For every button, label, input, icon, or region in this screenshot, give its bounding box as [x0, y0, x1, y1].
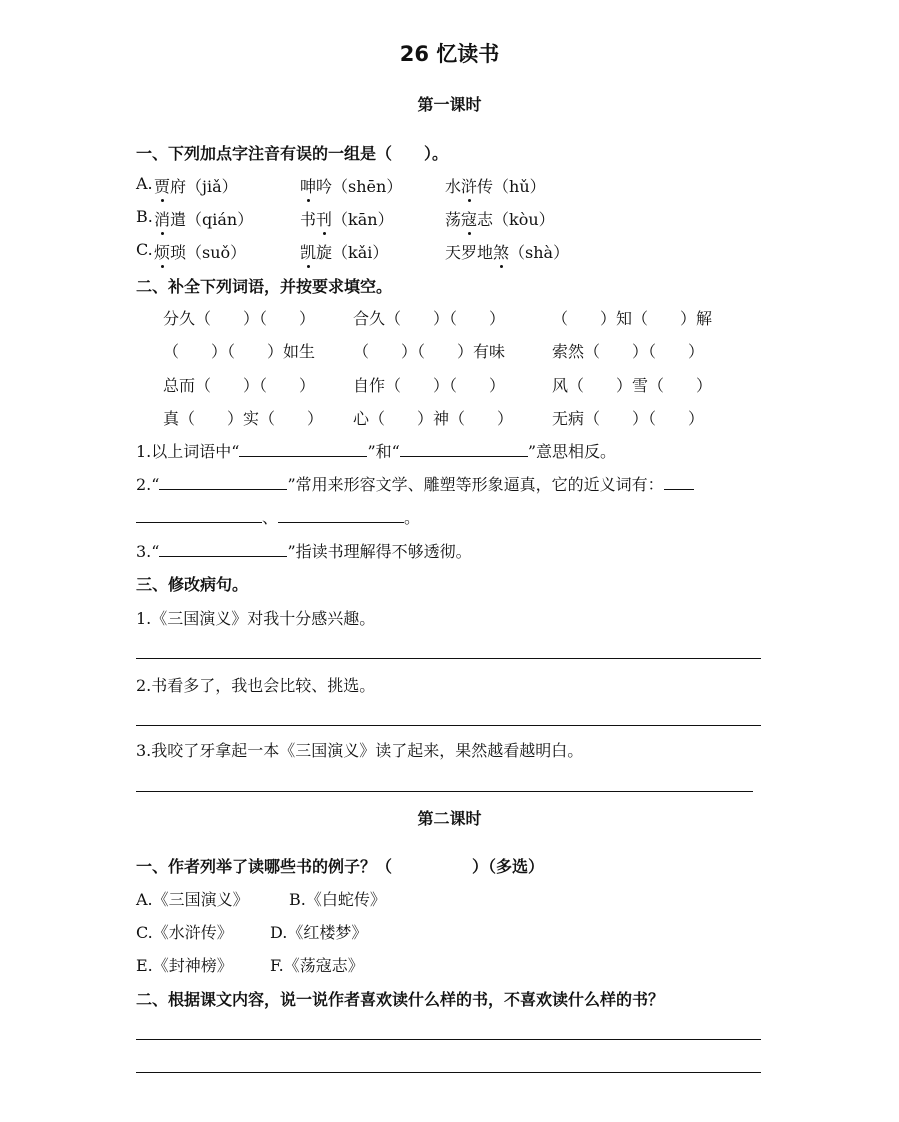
q3-item-1: 1.《三国演义》对我十分感兴趣。 [136, 609, 376, 628]
q4-option[interactable]: C.《水浒传》 [136, 923, 233, 942]
fill-1-text-a: 1.以上词语中“ [136, 442, 240, 461]
q3-item-2: 2.书看多了，我也会比较、挑选。 [136, 676, 376, 695]
word-suffix: 传 [477, 177, 494, 196]
word-suffix: 琐 [170, 243, 187, 262]
fill-2-blank-2-start[interactable] [664, 473, 694, 490]
idiom-fill-item[interactable]: 心（ ）神（ ） [353, 409, 514, 428]
q4-option[interactable]: F.《荡寇志》 [270, 956, 364, 975]
q3-answer-line-3[interactable] [136, 791, 753, 792]
word-suffix: 府 [170, 177, 187, 196]
q1-word-item [445, 174, 546, 197]
lesson-2-heading: 第二课时 [417, 809, 482, 828]
fill-2-blank-3[interactable] [278, 506, 404, 523]
pinyin: （shēn） [332, 177, 403, 196]
fill-2-blank-1[interactable] [159, 473, 287, 490]
q1-option-label[interactable]: A. [136, 174, 153, 193]
fill-2-end: 。 [404, 508, 421, 527]
q1-word-item [445, 240, 569, 263]
pinyin: （kòu） [493, 210, 555, 229]
dotted-character: 消 [154, 207, 170, 230]
pinyin: （jiǎ） [186, 177, 238, 196]
q1-word-item [445, 207, 555, 230]
word-suffix: 遣 [170, 210, 187, 229]
fill-3-text-b: ”指读书理解得不够透彻。 [287, 542, 472, 561]
word-suffix: 吟 [316, 177, 333, 196]
q3-answer-line-2[interactable] [136, 725, 761, 726]
pinyin: （kǎi） [332, 243, 389, 262]
q1-heading: 一、下列加点字注音有误的一组是（ ）。 [136, 144, 449, 163]
q1-option-label[interactable]: B. [136, 207, 153, 226]
dotted-character: 煞 [493, 240, 509, 263]
page-title: 26 忆读书 [399, 42, 500, 66]
q1-word-item [154, 240, 246, 263]
dotted-character: 凯 [300, 240, 316, 263]
idiom-fill-item[interactable]: 真（ ）实（ ） [163, 409, 324, 428]
q3-heading: 三、修改病句。 [136, 575, 249, 594]
dotted-character: 贾 [154, 174, 170, 197]
q4-option[interactable]: D.《红楼梦》 [270, 923, 368, 942]
dotted-character: 浒 [461, 174, 477, 197]
q2-fill-2 [136, 472, 694, 495]
q5-heading: 二、根据课文内容，说一说作者喜欢读什么样的书，不喜欢读什么样的书？ [136, 990, 665, 1009]
dotted-character: 呻 [300, 174, 316, 197]
fill-2-blank-2[interactable] [136, 506, 262, 523]
q3-item-3: 3.我咬了牙拿起一本《三国演义》读了起来，果然越看越明白。 [136, 741, 584, 760]
q3-answer-line-1[interactable] [136, 658, 761, 659]
dotted-character: 刊 [316, 207, 332, 230]
pinyin: （qián） [186, 210, 254, 229]
word-suffix: 旋 [316, 243, 333, 262]
fill-2-text-a: 2.“ [136, 475, 160, 494]
idiom-fill-item[interactable]: 合久（ ）（ ） [353, 309, 506, 328]
q2-fill-2-cont [136, 505, 420, 528]
dotted-character: 寇 [461, 207, 477, 230]
idiom-fill-item[interactable]: 索然（ ）（ ） [552, 342, 705, 361]
lesson-1-heading: 第一课时 [417, 95, 482, 114]
fill-2-text-b: ”常用来形容文学、雕塑等形象逼真，它的近义词有： [287, 475, 664, 494]
fill-1-blank-2[interactable] [400, 440, 528, 457]
dotted-character: 烦 [154, 240, 170, 263]
word-prefix: 天罗地 [445, 243, 494, 262]
q1-word-item [154, 174, 238, 197]
pinyin: （suǒ） [186, 243, 247, 262]
word-prefix: 水 [445, 177, 462, 196]
fill-1-text-c: ”意思相反。 [527, 442, 617, 461]
word-suffix: 志 [477, 210, 494, 229]
q4-heading: 一、作者列举了读哪些书的例子？（ ）（多选） [136, 857, 545, 876]
fill-1-text-b: ”和“ [367, 442, 400, 461]
q4-option[interactable]: A.《三国演义》 [136, 890, 249, 909]
q4-option[interactable]: B.《白蛇传》 [289, 890, 386, 909]
idiom-fill-item[interactable]: 风（ ）雪（ ） [552, 376, 713, 395]
q4-option[interactable]: E.《封神榜》 [136, 956, 233, 975]
idiom-fill-item[interactable]: 分久（ ）（ ） [163, 309, 316, 328]
idiom-fill-item[interactable]: 自作（ ）（ ） [353, 376, 506, 395]
q1-word-item [300, 207, 394, 230]
idiom-fill-item[interactable]: （ ）（ ）有味 [353, 342, 506, 361]
q1-word-item [154, 207, 253, 230]
idiom-fill-item[interactable]: 无病（ ）（ ） [552, 409, 705, 428]
q2-fill-3 [136, 539, 472, 562]
word-prefix: 书 [300, 210, 317, 229]
pinyin: （shà） [509, 243, 570, 262]
pinyin: （kān） [332, 210, 394, 229]
fill-3-blank[interactable] [159, 540, 287, 557]
q2-heading: 二、补全下列词语，并按要求填空。 [136, 277, 393, 296]
q5-answer-line-1[interactable] [136, 1039, 761, 1040]
fill-1-blank-1[interactable] [239, 440, 367, 457]
idiom-fill-item[interactable]: （ ）知（ ）解 [552, 309, 713, 328]
fill-3-text-a: 3.“ [136, 542, 160, 561]
pinyin: （hǔ） [493, 177, 546, 196]
q1-option-label[interactable]: C. [136, 240, 153, 259]
idiom-fill-item[interactable]: （ ）（ ）如生 [163, 342, 316, 361]
idiom-fill-item[interactable]: 总而（ ）（ ） [163, 376, 316, 395]
q1-word-item [300, 240, 388, 263]
word-prefix: 荡 [445, 210, 462, 229]
q2-fill-1 [136, 439, 616, 462]
q1-word-item [300, 174, 402, 197]
q5-answer-line-2[interactable] [136, 1072, 761, 1073]
fill-2-sep: 、 [262, 508, 279, 527]
